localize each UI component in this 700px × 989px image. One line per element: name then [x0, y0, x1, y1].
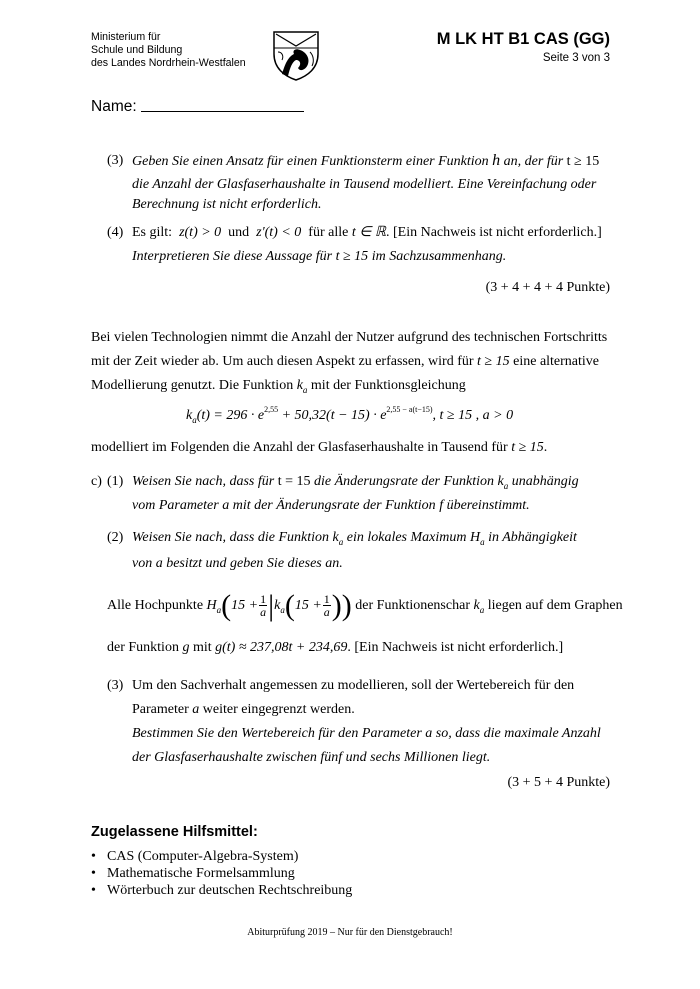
points-part-c: (3 + 5 + 4 Punkte) [507, 775, 610, 790]
task-4-number: (4) [107, 225, 124, 240]
task-c1-number: (1) [107, 474, 124, 489]
task-c2-line-2: von a besitzt und geben Sie dieses an. [132, 556, 343, 571]
nrw-coat-of-arms-icon [272, 30, 320, 82]
task-c2-line-1: Weisen Sie nach, dass die Funktion $k_a$ ein lokales Maximum $H_a$ in Abhängigkeit [132, 530, 577, 547]
task-c3-line-4: der Glasfaserhaushalte zwischen fünf und sechs Millionen liegt. [132, 750, 491, 765]
task-4-line-2: Interpretieren Sie diese Aussage für t ≥ 15 im Sachzusammenhang. [132, 249, 507, 264]
task-c3-line-3: Bestimmen Sie den Wertebereich für den Parameter a so, dass die maximale Anzahl [132, 726, 601, 741]
task-c3-line-1: Um den Sachverhalt angemessen zu modellieren, soll der Wertebereich für den [132, 678, 575, 693]
high-points-statement: Alle Hochpunkte $H_a(15$ + $\frac{1}{a}$ $|k_a(15$ + $\frac{1}{a}$ )) der Funktionenschar $k_a$ liegen auf dem Graphen [107, 589, 623, 622]
name-label: Name: [91, 98, 137, 115]
intro-line-2: mit der Zeit wieder ab. Um auch diesen Aspekt zu erfassen, wird für t ≥ 15 eine alternative [91, 354, 600, 369]
name-field[interactable] [91, 98, 304, 116]
page-info: Seite 3 von 3 [542, 52, 610, 64]
points-part-b: (3 + 4 + 4 + 4 Punkte) [485, 280, 610, 295]
footer-note: Abiturprüfung 2019 – Nur für den Dienstgebrauch! [247, 927, 453, 938]
task-3-line-3: Berechnung ist nicht erforderlich. [132, 197, 322, 212]
task-4-line-1: Es gilt: z(t) > 0 und z'(t) < 0 für alle t ∈ ℝ. [Ein Nachweis ist nicht erforderlich.] [132, 225, 602, 240]
part-c-label: c) [91, 474, 102, 489]
task-3-line-1: Geben Sie einen Ansatz für einen Funktionsterm einer Funktion h an, der für t ≥ 15 [132, 152, 600, 169]
aids-item: • Mathematische Formelsammlung [91, 865, 352, 882]
function-g-statement: der Funktion g mit g(t) ≈ 237,08t + 234,69. [Ein Nachweis ist nicht erforderlich.] [107, 640, 564, 655]
function-equation: $k_a(t) = 296 \cdot e^{2,55} + 50,32(t - 15) \cdot e^{2,55 - a(t-15)}$, t ≥ 15 , a > 0 [186, 405, 514, 425]
ministry-line-1: Ministerium für [91, 31, 161, 43]
ministry-line-2: Schule und Bildung [91, 44, 183, 56]
aids-item: • Wörterbuch zur deutschen Rechtschreibung [91, 882, 352, 899]
task-c1-line-2: vom Parameter a mit der Änderungsrate der Funktion f übereinstimmt. [132, 498, 530, 513]
task-c3-number: (3) [107, 678, 124, 693]
exam-code: M LK HT B1 CAS (GG) [436, 30, 610, 48]
ministry-name [91, 31, 246, 70]
ministry-line-3: des Landes Nordrhein-Westfalen [91, 57, 246, 69]
task-3-number: (3) [107, 153, 124, 168]
intro-line-3: Modellierung genutzt. Die Funktion $k_a$ mit der Funktionsgleichung [91, 378, 466, 395]
intro-line-4: modelliert im Folgenden die Anzahl der Glasfaserhaushalte in Tausend für t ≥ 15. [91, 440, 548, 455]
task-c2-number: (2) [107, 530, 124, 545]
task-c1-line-1: Weisen Sie nach, dass für t = 15 die Änderungsrate der Funktion $k_a$ unabhängig [132, 474, 579, 491]
aids-item: • CAS (Computer-Algebra-System) [91, 848, 352, 865]
intro-line-1: Bei vielen Technologien nimmt die Anzahl der Nutzer aufgrund des technischen Fortschritts [91, 330, 608, 345]
task-3-line-2: die Anzahl der Glasfaserhaushalte in Tausend modelliert. Eine Vereinfachung oder [132, 177, 597, 192]
aids-list [91, 848, 352, 899]
aids-heading: Zugelassene Hilfsmittel: [91, 824, 258, 840]
name-underline[interactable] [141, 98, 304, 112]
task-c3-line-2: Parameter a weiter eingegrenzt werden. [132, 702, 355, 717]
